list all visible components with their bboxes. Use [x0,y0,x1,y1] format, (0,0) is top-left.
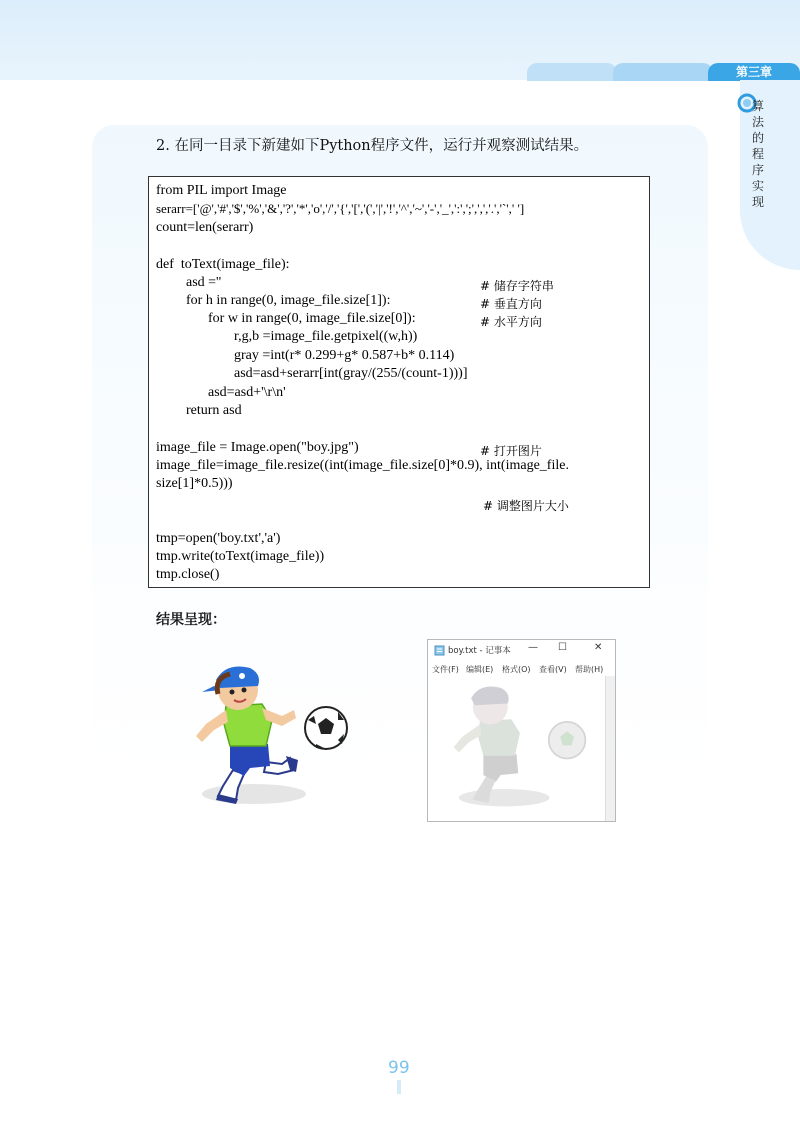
code-block [148,176,650,588]
code-line: for h in range(0, image_file.size[1]): [186,293,391,308]
minimize-button[interactable]: — [528,642,538,653]
maximize-button[interactable]: ☐ [558,642,567,653]
code-line: tmp=open('boy.txt','a') [156,531,281,546]
menu-edit[interactable]: 编辑(E) [466,665,494,674]
code-comment: # 垂直方向 [480,297,542,311]
page-number: 99 [388,1058,410,1078]
page-number-decor [397,1080,401,1094]
notepad-title: boy.txt - 记事本 [448,646,511,656]
code-line: image_file = Image.open("boy.jpg") [156,440,359,455]
code-line: asd=asd+serarr[int(gray/(255/(count-1)))] [234,366,468,381]
code-line: serarr=['@','#','$','%','&','?','*','o','/','{','[','(','|','!','^','~','-','_',':',';',',','.','`',' '] [156,201,525,216]
code-line: tmp.write(toText(image_file)) [156,549,325,564]
code-line: size[1]*0.5))) [156,476,233,491]
notepad-window [427,639,616,822]
boy-soccer-illustration [178,664,350,810]
code-line: asd=asd+'\r\n' [208,385,286,400]
menu-format[interactable]: 格式(O) [502,665,531,674]
result-label: 结果呈现： [156,612,226,628]
code-line: for w in range(0, image_file.size[0]): [208,311,416,326]
menu-file[interactable]: 文件(F) [432,665,459,674]
code-comment: # 打开图片 [480,444,542,458]
code-line: r,g,b =image_file.getpixel((w,h)) [234,329,418,344]
code-line: asd ='' [186,275,222,290]
chapter-title-vertical: 算法的程序实现 [751,99,764,209]
code-line: image_file=image_file.resize((int(image_file.size[0]*0.9), int(image_file. [156,458,569,473]
menu-view[interactable]: 查看(V) [539,665,567,674]
notepad-icon [434,645,445,656]
code-comment: # 水平方向 [480,315,542,329]
close-button[interactable]: ✕ [594,642,603,653]
menu-help[interactable]: 帮助(H) [575,665,604,674]
header-tab-decor-2 [613,63,713,81]
code-line: count=len(serarr) [156,220,254,235]
code-comment: # 调整图片大小 [483,499,569,513]
code-line: gray =int(r* 0.299+g* 0.587+b* 0.114) [234,348,455,363]
chapter-tab: 第三章 [708,63,800,81]
code-comment: # 储存字符串 [480,279,554,293]
code-line: return asd [186,403,242,418]
ascii-art-boy [438,678,588,818]
code-line: def toText(image_file): [156,257,290,272]
code-line: from PIL import Image [156,183,287,198]
code-line: tmp.close() [156,567,220,582]
task-heading: 2. 在同一目录下新建如下Python程序文件，运行并观察测试结果。 [156,138,589,154]
scrollbar[interactable] [605,676,615,821]
header-tab-decor-1 [527,63,617,81]
